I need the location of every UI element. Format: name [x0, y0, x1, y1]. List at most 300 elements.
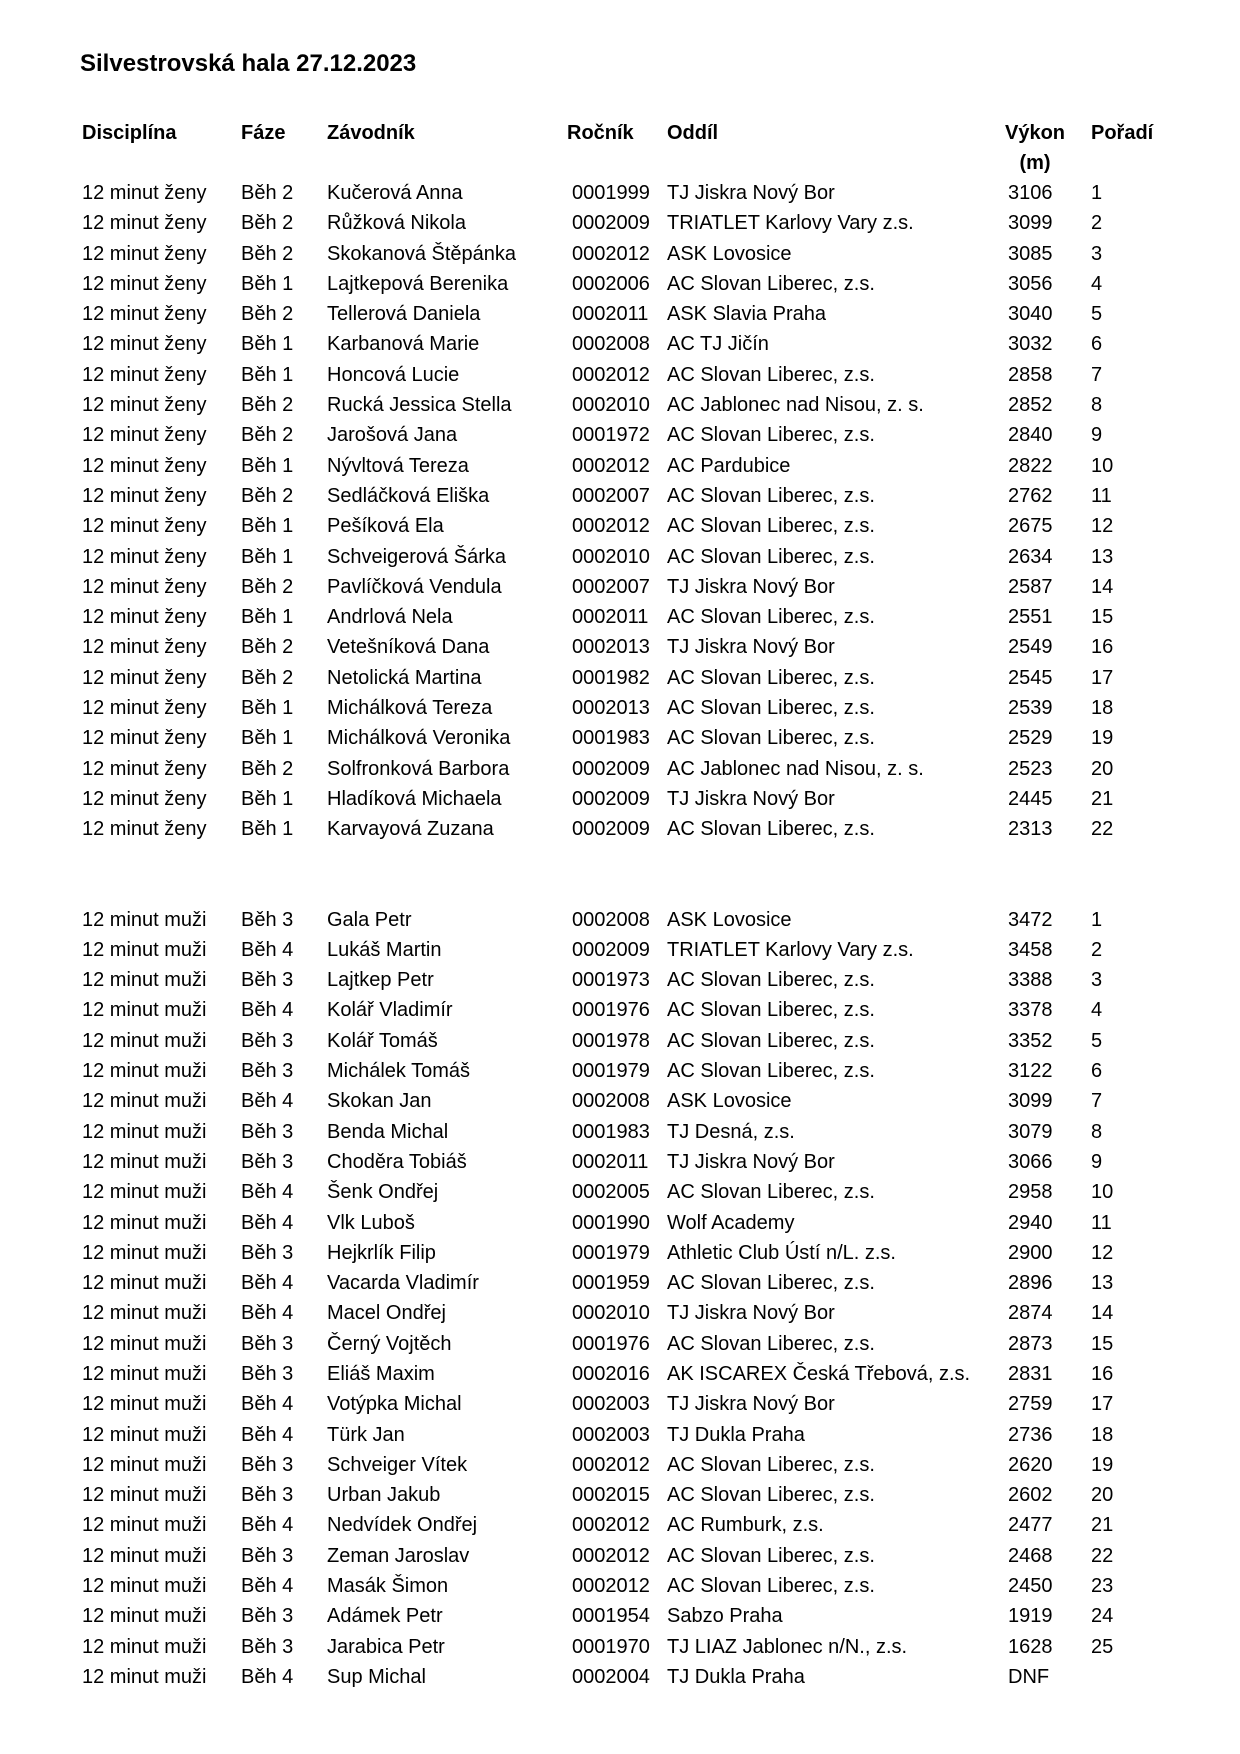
cell-discipline: 12 minut muži	[82, 1150, 207, 1173]
cell-rank: 2	[1091, 938, 1103, 961]
cell-athlete: Gala Petr	[327, 908, 412, 931]
cell-athlete: Skokanová Štěpánka	[327, 242, 517, 265]
cell-rank: 7	[1091, 1090, 1103, 1113]
cell-rank: 12	[1091, 515, 1114, 538]
cell-phase: Běh 4	[241, 999, 294, 1022]
cell-club: AC Slovan Liberec, z.s.	[667, 363, 875, 386]
cell-discipline: 12 minut muži	[82, 908, 207, 931]
cell-performance: 3040	[1008, 303, 1053, 326]
cell-performance: 2468	[1008, 1544, 1053, 1567]
cell-phase: Běh 1	[241, 545, 294, 568]
cell-discipline: 12 minut ženy	[82, 787, 207, 810]
cell-phase: Běh 2	[241, 182, 294, 204]
cell-performance: 2896	[1008, 1272, 1053, 1295]
cell-phase: Běh 2	[241, 636, 294, 659]
table-row	[82, 1117, 1162, 1147]
cell-year: 0001954	[572, 1605, 650, 1628]
cell-performance: 3056	[1008, 272, 1053, 295]
cell-discipline: 12 minut muži	[82, 1332, 207, 1355]
cell-performance: 2874	[1008, 1302, 1053, 1325]
table-row	[82, 784, 1162, 814]
cell-discipline: 12 minut muži	[82, 1029, 207, 1052]
section-gap	[82, 845, 1162, 905]
cell-discipline: 12 minut ženy	[82, 575, 207, 598]
cell-performance: 2551	[1008, 606, 1053, 629]
cell-athlete: Michálková Veronika	[327, 727, 511, 750]
cell-year: 0002013	[572, 636, 650, 659]
cell-athlete: Vlk Luboš	[327, 1211, 415, 1234]
cell-club: AC Slovan Liberec, z.s.	[667, 272, 875, 295]
table-row	[82, 935, 1162, 965]
cell-rank: 6	[1091, 333, 1103, 356]
cell-phase: Běh 2	[241, 757, 294, 780]
header-athlete: Závodník	[327, 122, 415, 144]
cell-phase: Běh 2	[241, 424, 294, 447]
header-phase: Fáze	[241, 122, 286, 144]
cell-rank: 22	[1091, 818, 1114, 841]
cell-phase: Běh 1	[241, 727, 294, 750]
table-row	[82, 1571, 1162, 1601]
cell-phase: Běh 2	[241, 666, 294, 689]
cell-year: 0001976	[572, 999, 650, 1022]
cell-phase: Běh 2	[241, 212, 294, 235]
cell-discipline: 12 minut muži	[82, 1241, 207, 1264]
cell-athlete: Rucká Jessica Stella	[327, 394, 512, 417]
cell-performance: 2587	[1008, 575, 1053, 598]
cell-year: 0002010	[572, 1302, 650, 1325]
cell-year: 0002011	[572, 1150, 649, 1173]
cell-phase: Běh 3	[241, 1605, 294, 1628]
table-row	[82, 602, 1162, 632]
cell-rank: 18	[1091, 697, 1114, 720]
cell-discipline: 12 minut muži	[82, 1575, 207, 1598]
cell-performance: 2529	[1008, 727, 1053, 750]
cell-athlete: Nývltová Tereza	[327, 454, 469, 477]
cell-club: TJ Desná, z.s.	[667, 1120, 795, 1143]
table-row	[82, 754, 1162, 784]
cell-phase: Běh 2	[241, 394, 294, 417]
cell-year: 0002009	[572, 787, 650, 810]
cell-rank: 21	[1091, 1514, 1114, 1537]
cell-performance: 2840	[1008, 424, 1053, 447]
cell-athlete: Vacarda Vladimír	[327, 1272, 479, 1295]
cell-performance: 2852	[1008, 394, 1053, 417]
cell-performance: 2762	[1008, 484, 1053, 507]
table-row	[82, 693, 1162, 723]
cell-discipline: 12 minut muži	[82, 1453, 207, 1476]
cell-phase: Běh 2	[241, 303, 294, 326]
cell-club: AC Slovan Liberec, z.s.	[667, 1181, 875, 1204]
table-row	[82, 995, 1162, 1025]
cell-discipline: 12 minut ženy	[82, 697, 207, 720]
table-row	[82, 905, 1162, 935]
cell-club: AC Slovan Liberec, z.s.	[667, 666, 875, 689]
cell-athlete: Adámek Petr	[327, 1605, 443, 1628]
cell-phase: Běh 1	[241, 333, 294, 356]
cell-club: AK ISCAREX Česká Třebová, z.s.	[667, 1362, 971, 1385]
cell-performance: 3122	[1008, 1060, 1053, 1083]
cell-rank: 14	[1091, 575, 1114, 598]
cell-year: 0002012	[572, 1514, 650, 1537]
cell-year: 0002006	[572, 272, 650, 295]
cell-discipline: 12 minut ženy	[82, 182, 207, 204]
cell-rank: 1	[1091, 908, 1103, 931]
cell-performance: 3106	[1008, 182, 1053, 204]
cell-rank: 17	[1091, 666, 1114, 689]
header-rank: Pořadí	[1091, 122, 1154, 144]
cell-rank: 20	[1091, 757, 1114, 780]
cell-club: AC Rumburk, z.s.	[667, 1514, 824, 1537]
cell-athlete: Pavlíčková Vendula	[327, 575, 502, 598]
cell-athlete: Benda Michal	[327, 1120, 449, 1143]
cell-performance: 2545	[1008, 666, 1053, 689]
table-row	[82, 663, 1162, 693]
cell-phase: Běh 1	[241, 515, 294, 538]
cell-rank: 19	[1091, 1453, 1114, 1476]
table-row	[82, 1389, 1162, 1419]
table-row	[82, 1450, 1162, 1480]
cell-phase: Běh 3	[241, 1484, 294, 1507]
cell-rank: 4	[1091, 999, 1103, 1022]
cell-athlete: Votýpka Michal	[327, 1393, 462, 1416]
cell-club: AC Slovan Liberec, z.s.	[667, 515, 875, 538]
cell-performance: 2634	[1008, 545, 1053, 568]
cell-year: 0001978	[572, 1029, 650, 1052]
cell-performance: 2873	[1008, 1332, 1053, 1355]
cell-athlete: Sedláčková Eliška	[327, 484, 490, 507]
cell-athlete: Andrlová Nela	[327, 606, 453, 629]
table-row	[82, 1147, 1162, 1177]
cell-performance: 2900	[1008, 1241, 1053, 1264]
cell-athlete: Jarabica Petr	[327, 1635, 445, 1658]
cell-club: AC Slovan Liberec, z.s.	[667, 1484, 875, 1507]
cell-year: 0001979	[572, 1241, 650, 1264]
cell-performance: 3458	[1008, 938, 1053, 961]
cell-discipline: 12 minut ženy	[82, 212, 207, 235]
cell-year: 0002008	[572, 1090, 650, 1113]
cell-discipline: 12 minut muži	[82, 1181, 207, 1204]
cell-year: 0002011	[572, 606, 649, 629]
cell-athlete: Choděra Tobiáš	[327, 1150, 467, 1173]
cell-rank: 8	[1091, 394, 1103, 417]
cell-athlete: Růžková Nikola	[327, 212, 466, 235]
cell-discipline: 12 minut muži	[82, 1665, 207, 1688]
table-row	[82, 1420, 1162, 1450]
cell-year: 0002003	[572, 1393, 650, 1416]
cell-rank: 15	[1091, 606, 1114, 629]
cell-club: ASK Lovosice	[667, 242, 792, 265]
cell-year: 0002012	[572, 454, 650, 477]
cell-year: 0002012	[572, 1575, 650, 1598]
cell-club: AC Slovan Liberec, z.s.	[667, 999, 875, 1022]
table-row	[82, 178, 1162, 208]
cell-club: Athletic Club Ústí n/L. z.s.	[667, 1241, 896, 1264]
cell-rank: 23	[1091, 1575, 1114, 1598]
cell-rank: 17	[1091, 1393, 1114, 1416]
cell-year: 0002004	[572, 1665, 650, 1688]
cell-performance: 3099	[1008, 1090, 1053, 1113]
cell-discipline: 12 minut ženy	[82, 666, 207, 689]
cell-club: AC Slovan Liberec, z.s.	[667, 1575, 875, 1598]
table-row	[82, 390, 1162, 420]
cell-phase: Běh 3	[241, 1060, 294, 1083]
cell-club: AC Slovan Liberec, z.s.	[667, 1453, 875, 1476]
cell-performance: 2313	[1008, 818, 1053, 841]
cell-rank: 8	[1091, 1120, 1103, 1143]
results-table	[82, 118, 1162, 1692]
table-row	[82, 1026, 1162, 1056]
cell-year: 0001983	[572, 1120, 650, 1143]
cell-phase: Běh 2	[241, 242, 294, 265]
cell-phase: Běh 3	[241, 1544, 294, 1567]
cell-club: Wolf Academy	[667, 1211, 795, 1234]
cell-year: 0001959	[572, 1272, 650, 1295]
table-row	[82, 542, 1162, 572]
cell-performance: 3066	[1008, 1150, 1053, 1173]
cell-club: TJ Dukla Praha	[667, 1665, 805, 1688]
cell-club: AC Slovan Liberec, z.s.	[667, 1544, 875, 1567]
cell-club: ASK Lovosice	[667, 908, 792, 931]
cell-club: TJ Jiskra Nový Bor	[667, 1302, 835, 1325]
cell-athlete: Türk Jan	[327, 1423, 405, 1446]
cell-discipline: 12 minut muži	[82, 999, 207, 1022]
table-row	[82, 1632, 1162, 1662]
table-row	[82, 814, 1162, 844]
cell-rank: 5	[1091, 303, 1103, 326]
cell-performance: 2620	[1008, 1453, 1053, 1476]
cell-athlete: Tellerová Daniela	[327, 303, 481, 326]
cell-athlete: Honcová Lucie	[327, 363, 460, 386]
cell-year: 0001983	[572, 727, 650, 750]
cell-discipline: 12 minut ženy	[82, 394, 207, 417]
cell-discipline: 12 minut muži	[82, 1514, 207, 1537]
header-discipline: Disciplína	[82, 122, 177, 144]
cell-rank: 4	[1091, 272, 1103, 295]
cell-rank: 24	[1091, 1605, 1114, 1628]
cell-year: 0002009	[572, 938, 650, 961]
table-row	[82, 632, 1162, 662]
cell-athlete: Kučerová Anna	[327, 182, 463, 204]
cell-performance: 3388	[1008, 969, 1053, 992]
cell-year: 0001972	[572, 424, 650, 447]
table-row	[82, 1329, 1162, 1359]
cell-discipline: 12 minut ženy	[82, 484, 207, 507]
cell-discipline: 12 minut ženy	[82, 272, 207, 295]
cell-year: 0002016	[572, 1362, 650, 1385]
cell-club: AC Slovan Liberec, z.s.	[667, 545, 875, 568]
cell-phase: Běh 4	[241, 938, 294, 961]
cell-discipline: 12 minut muži	[82, 1362, 207, 1385]
cell-athlete: Lajtkep Petr	[327, 969, 434, 992]
cell-rank: 9	[1091, 1150, 1103, 1173]
cell-club: TRIATLET Karlovy Vary z.s.	[667, 212, 914, 235]
cell-club: TJ Jiskra Nový Bor	[667, 636, 835, 659]
cell-discipline: 12 minut ženy	[82, 454, 207, 477]
table-row	[82, 1359, 1162, 1389]
cell-club: AC Slovan Liberec, z.s.	[667, 969, 875, 992]
table-row	[82, 1177, 1162, 1207]
cell-discipline: 12 minut ženy	[82, 606, 207, 629]
header-club: Oddíl	[667, 122, 719, 144]
cell-athlete: Schveigerová Šárka	[327, 545, 506, 568]
table-row	[82, 1238, 1162, 1268]
cell-club: AC TJ Jičín	[667, 333, 769, 356]
cell-performance: 1628	[1008, 1635, 1053, 1658]
cell-year: 0001979	[572, 1060, 650, 1083]
table-row	[82, 1086, 1162, 1116]
cell-year: 0002010	[572, 394, 650, 417]
cell-athlete: Masák Šimon	[327, 1575, 449, 1598]
cell-phase: Běh 1	[241, 272, 294, 295]
cell-performance: 2940	[1008, 1211, 1053, 1234]
cell-athlete: Jarošová Jana	[327, 424, 458, 447]
cell-discipline: 12 minut muži	[82, 1211, 207, 1234]
cell-year: 0002007	[572, 575, 650, 598]
table-row	[82, 1541, 1162, 1571]
cell-athlete: Hladíková Michaela	[327, 787, 502, 810]
cell-club: AC Slovan Liberec, z.s.	[667, 1060, 875, 1083]
cell-performance: 1919	[1008, 1605, 1053, 1628]
header-performance: Výkon (m)	[1004, 122, 1066, 174]
cell-year: 0002010	[572, 545, 650, 568]
cell-athlete: Šenk Ondřej	[327, 1181, 439, 1204]
cell-rank: 13	[1091, 1272, 1114, 1295]
table-header	[82, 118, 1162, 178]
cell-performance: 3099	[1008, 212, 1053, 235]
cell-club: TJ Jiskra Nový Bor	[667, 182, 835, 204]
cell-performance: 2958	[1008, 1181, 1053, 1204]
cell-phase: Běh 3	[241, 1635, 294, 1658]
cell-performance: 2549	[1008, 636, 1053, 659]
table-row	[82, 329, 1162, 359]
cell-rank: 22	[1091, 1544, 1114, 1567]
header-year: Ročník	[567, 122, 634, 144]
cell-year: 0002012	[572, 1544, 650, 1567]
cell-phase: Běh 4	[241, 1181, 294, 1204]
cell-club: AC Slovan Liberec, z.s.	[667, 424, 875, 447]
cell-athlete: Černý Vojtěch	[327, 1332, 452, 1355]
cell-discipline: 12 minut ženy	[82, 727, 207, 750]
table-row	[82, 572, 1162, 602]
cell-performance: 3085	[1008, 242, 1053, 265]
cell-performance: 2539	[1008, 697, 1053, 720]
cell-rank: 3	[1091, 242, 1103, 265]
cell-club: AC Slovan Liberec, z.s.	[667, 606, 875, 629]
cell-performance: 2736	[1008, 1423, 1053, 1446]
cell-athlete: Macel Ondřej	[327, 1302, 446, 1325]
cell-athlete: Michálková Tereza	[327, 697, 493, 720]
cell-club: AC Slovan Liberec, z.s.	[667, 1272, 875, 1295]
cell-club: TJ Dukla Praha	[667, 1423, 805, 1446]
cell-performance: 3079	[1008, 1120, 1053, 1143]
cell-athlete: Vetešníková Dana	[327, 636, 490, 659]
cell-year: 0001982	[572, 666, 650, 689]
cell-rank: 7	[1091, 363, 1103, 386]
cell-phase: Běh 4	[241, 1423, 294, 1446]
cell-rank: 10	[1091, 454, 1114, 477]
cell-discipline: 12 minut ženy	[82, 242, 207, 265]
cell-phase: Běh 3	[241, 1332, 294, 1355]
table-row	[82, 1056, 1162, 1086]
cell-rank: 3	[1091, 969, 1103, 992]
cell-discipline: 12 minut muži	[82, 1635, 207, 1658]
cell-rank: 19	[1091, 727, 1114, 750]
cell-year: 0002009	[572, 818, 650, 841]
cell-year: 0002012	[572, 1453, 650, 1476]
cell-discipline: 12 minut ženy	[82, 363, 207, 386]
cell-phase: Běh 3	[241, 908, 294, 931]
cell-club: TRIATLET Karlovy Vary z.s.	[667, 938, 914, 961]
cell-phase: Běh 4	[241, 1393, 294, 1416]
cell-phase: Běh 1	[241, 818, 294, 841]
cell-phase: Běh 4	[241, 1575, 294, 1598]
cell-performance: 3472	[1008, 908, 1053, 931]
cell-athlete: Solfronková Barbora	[327, 757, 510, 780]
cell-athlete: Michálek Tomáš	[327, 1060, 471, 1083]
cell-athlete: Kolář Vladimír	[327, 999, 453, 1022]
cell-rank: 15	[1091, 1332, 1114, 1355]
cell-discipline: 12 minut ženy	[82, 757, 207, 780]
cell-phase: Běh 4	[241, 1211, 294, 1234]
cell-discipline: 12 minut muži	[82, 1393, 207, 1416]
cell-rank: 11	[1091, 1211, 1112, 1234]
cell-year: 0002013	[572, 697, 650, 720]
cell-club: AC Slovan Liberec, z.s.	[667, 727, 875, 750]
cell-athlete: Kolář Tomáš	[327, 1029, 438, 1052]
cell-performance: 2450	[1008, 1575, 1053, 1598]
cell-athlete: Hejkrlík Filip	[327, 1241, 436, 1264]
cell-year: 0001973	[572, 969, 650, 992]
cell-rank: 16	[1091, 636, 1114, 659]
cell-rank: 12	[1091, 1241, 1114, 1264]
table-row	[82, 299, 1162, 329]
cell-phase: Běh 3	[241, 969, 294, 992]
cell-athlete: Urban Jakub	[327, 1484, 441, 1507]
cell-phase: Běh 1	[241, 606, 294, 629]
cell-club: TJ Jiskra Nový Bor	[667, 1393, 835, 1416]
cell-athlete: Eliáš Maxim	[327, 1362, 435, 1385]
table-row	[82, 965, 1162, 995]
cell-athlete: Karbanová Marie	[327, 333, 480, 356]
cell-rank: 16	[1091, 1362, 1114, 1385]
cell-club: AC Pardubice	[667, 454, 791, 477]
cell-phase: Běh 3	[241, 1150, 294, 1173]
cell-performance: DNF	[1008, 1665, 1050, 1688]
cell-discipline: 12 minut muži	[82, 1120, 207, 1143]
women-results	[82, 178, 1162, 845]
cell-rank: 9	[1091, 424, 1103, 447]
cell-year: 0001976	[572, 1332, 650, 1355]
cell-year: 0002008	[572, 333, 650, 356]
cell-phase: Běh 3	[241, 1241, 294, 1264]
cell-year: 0002009	[572, 212, 650, 235]
cell-performance: 2602	[1008, 1484, 1053, 1507]
cell-club: AC Jablonec nad Nisou, z. s.	[667, 757, 924, 780]
cell-year: 0001990	[572, 1211, 650, 1234]
cell-discipline: 12 minut muži	[82, 1484, 207, 1507]
cell-club: AC Slovan Liberec, z.s.	[667, 484, 875, 507]
cell-performance: 2831	[1008, 1362, 1053, 1385]
cell-club: Sabzo Praha	[667, 1605, 783, 1628]
page-title: Silvestrovská hala 27.12.2023	[80, 50, 417, 77]
cell-phase: Běh 1	[241, 454, 294, 477]
cell-phase: Běh 2	[241, 575, 294, 598]
cell-discipline: 12 minut muži	[82, 1423, 207, 1446]
cell-rank: 13	[1091, 545, 1114, 568]
cell-year: 0002003	[572, 1423, 650, 1446]
cell-phase: Běh 3	[241, 1362, 294, 1385]
table-row	[82, 723, 1162, 753]
